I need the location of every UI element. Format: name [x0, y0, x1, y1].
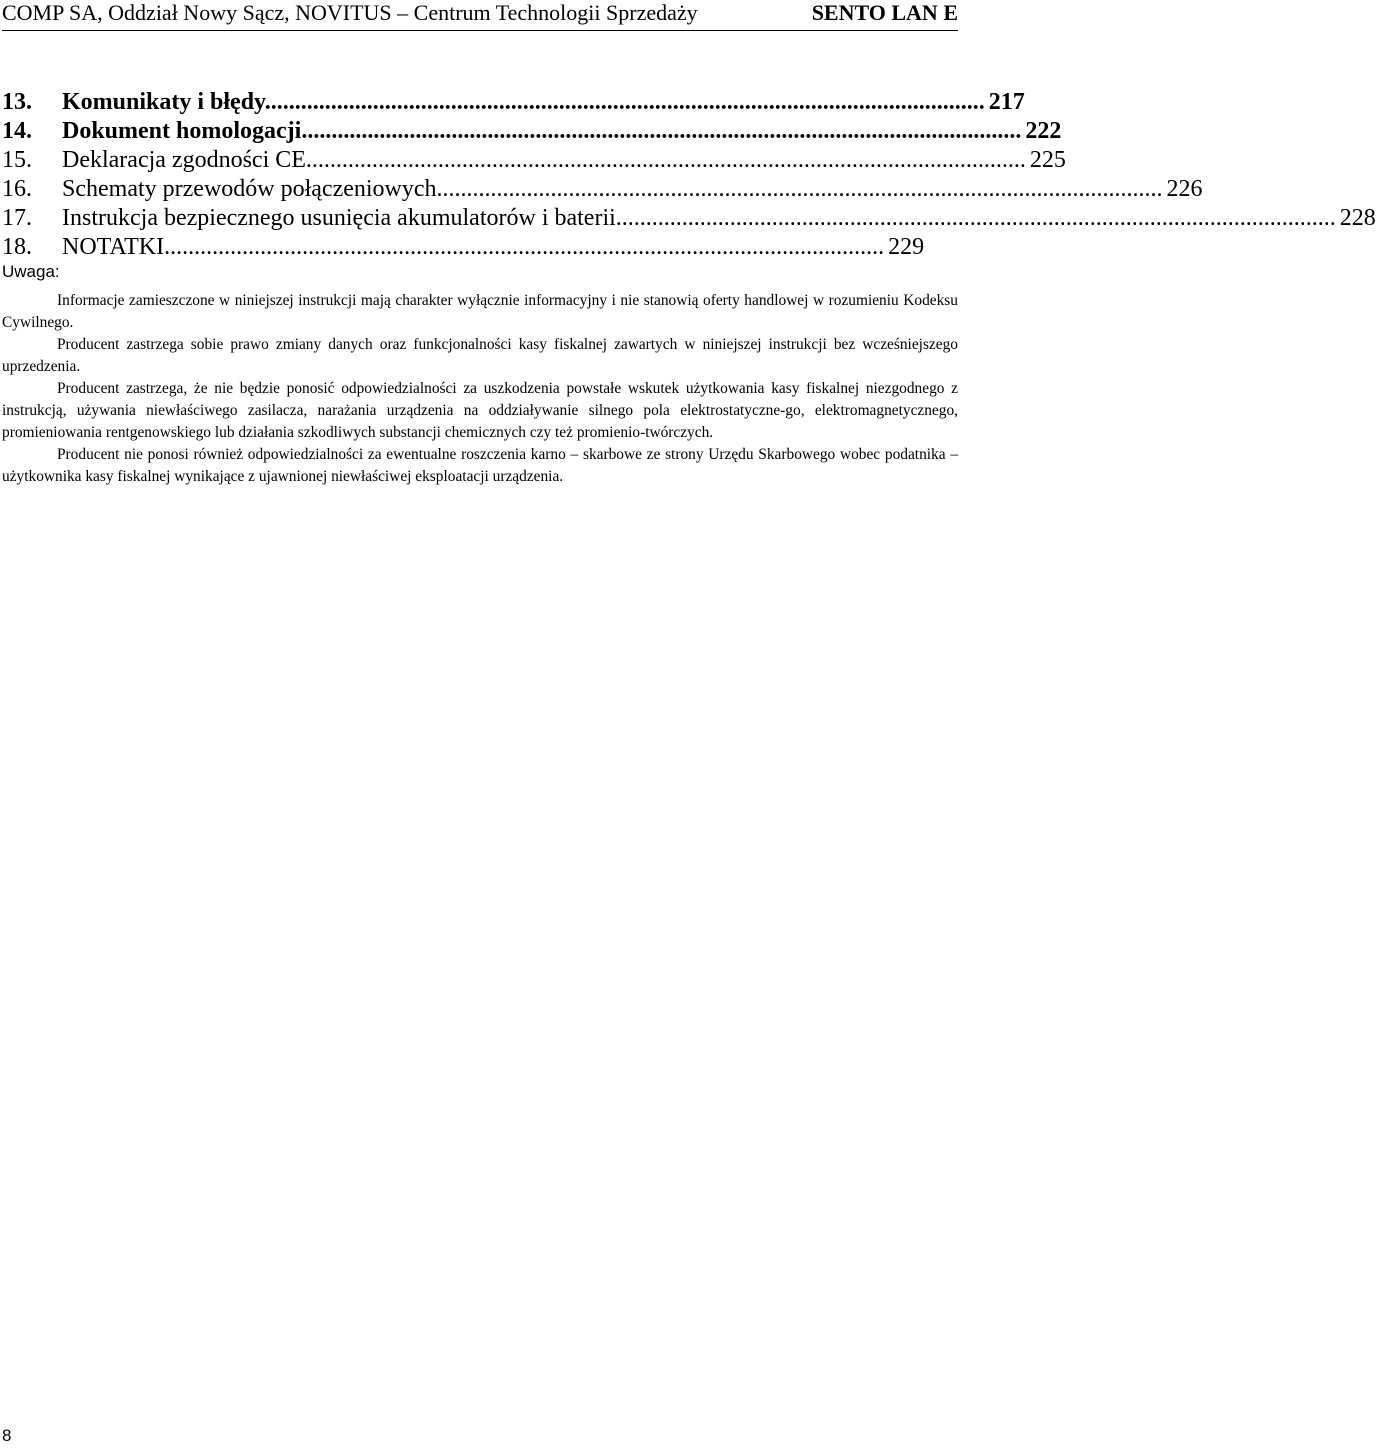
toc-entry-number: 18.: [2, 234, 32, 260]
toc-entry-14[interactable]: [2, 117, 1062, 146]
toc-entry-page: 225: [1029, 147, 1066, 173]
toc-entry-number: 13.: [2, 89, 32, 115]
toc-entry-number: 15.: [2, 147, 32, 173]
notice-paragraph: Producent zastrzega, że nie będzie ponosić odpowiedzialności za uszkodzenia powstałe wskutek użytkowania kasy fiskalnej niezgodnego z instrukcją, używania niewłaściwego zasilacza, narażania urządzenia na oddziaływanie silnego pola elektrostatyczne-go, elektromagnetycznego, promieniowania rentgenowskiego lub działania szkodliwych substancji chemicznych czy też promienio-twórczych.: [2, 380, 958, 441]
toc-entry-title: NOTATKI........................................................................................................................: [62, 234, 885, 260]
page-number: 8: [2, 1426, 12, 1445]
toc-entry-title: Instrukcja bezpiecznego usunięcia akumulatorów i baterii........................................................................................................................: [62, 205, 1336, 231]
toc-entry-page: 226: [1166, 176, 1203, 202]
header-product-name: SENTO LAN E: [811, 0, 958, 25]
toc-entry-number: 14.: [2, 118, 32, 144]
toc-entry-title: Schematy przewodów połączeniowych.........................................................................................................................: [62, 176, 1163, 202]
notice-paragraph: Producent nie ponosi również odpowiedzialności za ewentualne roszczenia karno – skarbowe ze strony Urzędu Skarbowego wobec podatnika – użytkownika kasy fiskalnej wynikające z ujawnionej niewłaściwej eksploatacji urządzenia.: [2, 446, 958, 485]
toc-entry-13[interactable]: [2, 88, 1025, 117]
toc-entry-page: 228: [1339, 205, 1376, 231]
toc-entry-page: 229: [888, 234, 925, 260]
toc-entry-title: Komunikaty i błędy........................................................................................................................: [62, 89, 985, 115]
toc-entry-17[interactable]: [2, 204, 1376, 233]
toc-entry-15[interactable]: [2, 146, 1066, 175]
header-company-text: COMP SA, Oddział Nowy Sącz, NOVITUS – Centrum Technologii Sprzedaży: [2, 0, 698, 25]
table-of-contents: [2, 88, 1376, 262]
notice-body: [2, 290, 958, 488]
toc-entry-number: 16.: [2, 176, 32, 202]
toc-entry-page: 217: [988, 89, 1025, 115]
toc-entry-number: 17.: [2, 205, 32, 231]
toc-entry-page: 222: [1025, 118, 1062, 144]
notice-paragraph: Informacje zamieszczone w niniejszej instrukcji mają charakter wyłącznie informacyjny i nie stanowią oferty handlowej w rozumieniu Kodeksu Cywilnego.: [2, 292, 958, 331]
toc-entry-18[interactable]: [2, 233, 925, 262]
toc-entry-16[interactable]: [2, 175, 1203, 204]
notice-heading: Uwaga:: [2, 262, 60, 281]
toc-entry-title: Dokument homologacji........................................................................................................................: [62, 118, 1022, 144]
notice-paragraph: Producent zastrzega sobie prawo zmiany danych oraz funkcjonalności kasy fiskalnej zawartych w niniejszej instrukcji bez wcześniejszego uprzedzenia.: [2, 336, 958, 375]
toc-entry-title: Deklaracja zgodności CE........................................................................................................................: [62, 147, 1026, 173]
page-header: [2, 0, 958, 31]
